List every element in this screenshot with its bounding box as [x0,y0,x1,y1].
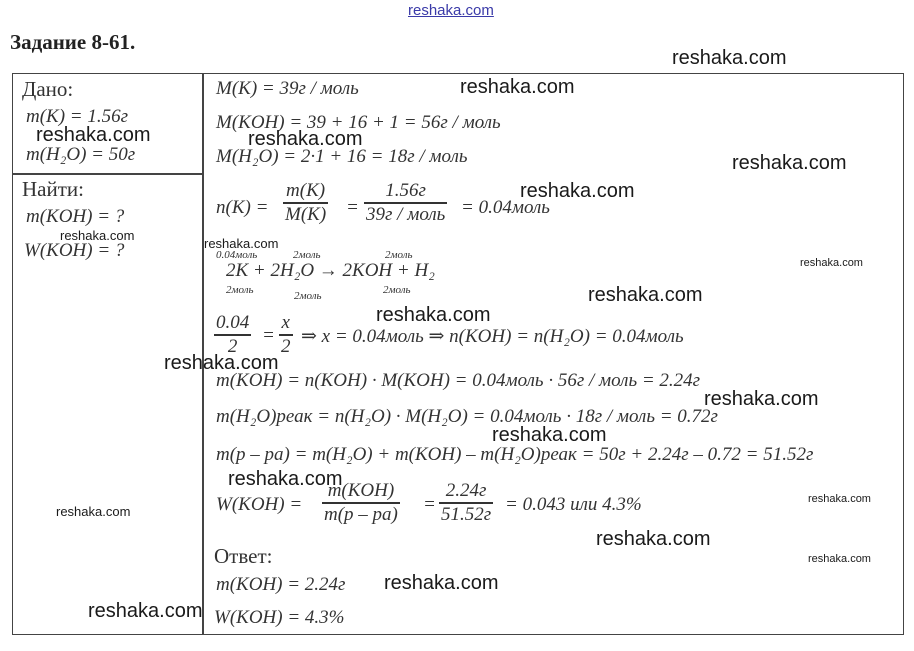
prop-den-2: 2 [281,335,291,357]
nk-num-1: m(K) [286,180,326,201]
nk-den-2: 39г / моль [366,203,446,225]
watermark: reshaka.com [704,388,819,410]
watermark: reshaka.com [88,600,203,622]
w-result: = 0.043 или 4.3% [505,494,642,515]
w-lhs: W(KOH) = [216,494,303,515]
reaction-below-k: 2моль [226,284,254,296]
prop-result: ⇒ x = 0.04моль ⇒ n(KOH) = n(H₂O) = 0.04моль [301,326,684,347]
watermark: reshaka.com [800,257,863,269]
nk-eq: = [346,197,359,218]
site-link[interactable]: reshaka.com [408,2,494,19]
reaction-below-koh: 2моль [383,284,411,296]
prop-den-1: 2 [227,335,238,357]
watermark: reshaka.com [596,528,711,550]
mass-water-react-calc: m(H₂O)реак = n(H₂O) · M(H₂O) = 0.04моль · 18г / моль = 0.72г [216,406,718,427]
given-find-divider [12,173,203,175]
watermark: reshaka.com [808,553,871,565]
mass-solution-calc: m(р – ра) = m(H₂O) + m(KOH) – m(H₂O)реак = 50г + 2.24г – 0.72 = 51.52г [216,444,814,465]
watermark: reshaka.com [164,352,279,374]
find-fraction-koh: W(KOH) = ? [24,240,125,261]
nk-lhs: n(K) = [216,197,269,218]
prop-fraction-2 [279,312,293,358]
molar-mass-koh: M(KOH) = 39 + 16 + 1 = 56г / моль [216,112,501,133]
find-mass-koh: m(KOH) = ? [26,206,125,227]
page-title: Задание 8-61. [10,30,136,54]
w-den-1: m(р – ра) [324,503,398,525]
w-num-2: 2.24г [445,480,487,501]
watermark: reshaka.com [672,47,787,69]
reaction-above-koh: 2моль [385,249,413,261]
prop-num-1: 0.04 [216,312,250,333]
find-label: Найти: [22,177,84,201]
answer-label: Ответ: [214,544,273,568]
watermark: reshaka.com [36,124,151,146]
w-eq: = [423,494,436,515]
watermark: reshaka.com [808,493,871,505]
molar-mass-k: M(K) = 39г / моль [216,78,359,99]
prop-num-2: x [281,312,290,333]
reaction-below-water: 2моль [294,290,322,302]
reaction-above-water: 2моль [293,249,321,261]
watermark: reshaka.com [460,76,575,98]
watermark: reshaka.com [492,424,607,446]
watermark: reshaka.com [376,304,491,326]
watermark: reshaka.com [384,572,499,594]
watermark: reshaka.com [60,228,135,243]
given-mass-water: m(H₂O) = 50г [26,144,136,165]
watermark: reshaka.com [56,504,131,519]
w-fraction-2 [439,480,493,526]
watermark: reshaka.com [732,152,847,174]
molar-mass-water: M(H₂O) = 2·1 + 16 = 18г / моль [216,146,468,167]
watermark: reshaka.com [228,468,343,490]
w-num-1: m(KOH) [327,480,395,501]
w-den-2: 51.52г [441,503,492,525]
reaction-equation: 2K + 2H₂O → 2KOH + H₂ [226,260,435,281]
watermark: reshaka.com [248,128,363,150]
given-label: Дано: [22,77,74,101]
prop-fraction-1 [214,312,251,358]
answer-mass-koh: m(KOH) = 2.24г [216,574,346,595]
watermark: reshaka.com [588,284,703,306]
prop-eq: = [262,325,275,346]
answer-fraction-koh: W(KOH) = 4.3% [214,607,345,628]
nk-num-2: 1.56г [385,180,426,201]
watermark: reshaka.com [520,180,635,202]
nk-fraction-2 [364,180,447,226]
reaction-above-k: 0.04моль [216,249,258,261]
mass-koh-calc: m(KOH) = n(KOH) · M(KOH) = 0.04моль · 56г / моль = 2.24г [216,370,701,391]
given-mass-k: m(K) = 1.56г [26,106,129,127]
watermark: reshaka.com [204,236,279,251]
nk-fraction-1 [283,180,328,226]
nk-result: = 0.04моль [461,197,550,218]
nk-den-1: M(K) [285,203,327,225]
